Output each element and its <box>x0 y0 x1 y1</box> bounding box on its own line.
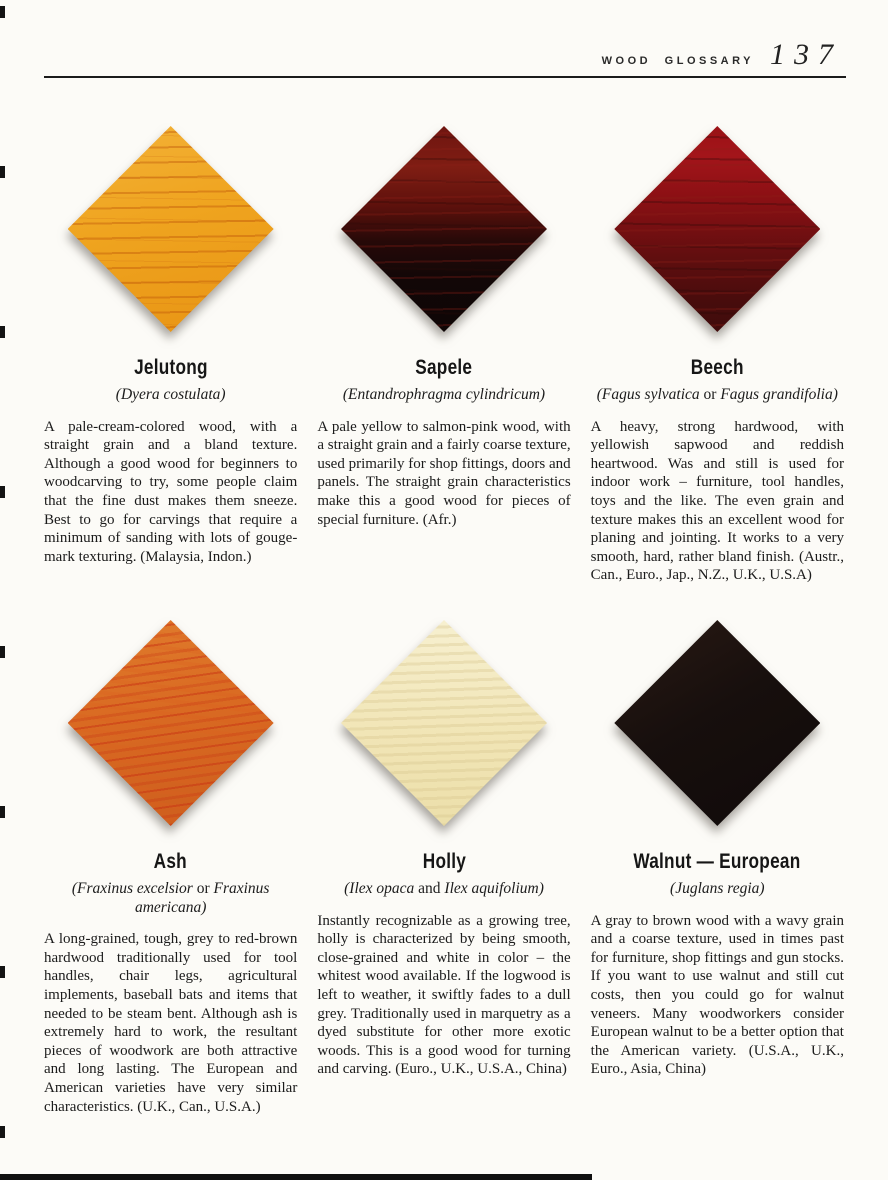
wood-entry-beech <box>591 100 844 594</box>
scan-mark <box>0 1126 5 1138</box>
latin-name-line <box>44 880 297 917</box>
latin-name-part: (Dyera costulata) <box>115 386 226 404</box>
latin-name-part: (Fagus sylvatica <box>596 386 700 404</box>
wood-entry-walnut-european <box>591 594 844 1116</box>
wood-swatch-diamond-image <box>614 620 820 826</box>
scan-mark <box>0 966 5 978</box>
wood-swatch-diamond-image <box>341 126 547 332</box>
latin-name-part: Fraxinus americana) <box>134 880 270 916</box>
wood-description: A gray to brown wood with a wavy grain and a coarse texture, used in times past for furniture, shop fittings and gun stocks. If you want to use walnut and still cut costs, then you could go for walnut veneers. Many woodworkers consider European walnut to be a better option that the American variety. (U.S.A., U.K., Euro., Asia, China) <box>590 912 844 1078</box>
wood-entry-sapele <box>317 100 570 594</box>
wood-name-heading <box>150 850 191 873</box>
wood-description: Instantly recognizable as a growing tree, holly is characterized by being smooth, close-grained and white in color – the whitest wood available. If the logwood is left to weather, it swiftly fades to a dull grey. Traditionally used in marquetry as a dyed substitute for other more exotic woods. This is a good wood for turning and carving. (Euro., U.K., U.S.A., China) <box>317 912 571 1078</box>
holly-sample <box>341 620 547 826</box>
latin-name-part: (Ilex opaca <box>344 880 415 898</box>
wood-description: A heavy, strong hardwood, with yellowish sapwood and reddish heartwood. Was and still is used for indoor work – furniture, tool handles, toys and the like. The even grain and texture makes this an excellent wood for planing and jointing. It works to a very smooth, hard, rather bland finish. (Austr., Can., Euro., Jap., N.Z., U.K., U.S.A) <box>590 418 844 584</box>
wood-description: A long-grained, tough, grey to red-brown hardwood traditionally used for tool handles, chair legs, agricultural implements, baseball bats and items that needed to be steam bent. Although ash is extremely hard to work, the resultant pieces of woodwork are both attractive and long lasting. The European and American varieties have very similar characteristics. (U.K., Can., U.S.A.) <box>44 931 298 1115</box>
latin-conjunction: or <box>192 880 214 898</box>
latin-name-line <box>597 386 838 405</box>
wood-entry-ash <box>44 594 297 1116</box>
scan-mark <box>0 806 5 818</box>
wood-entries-grid <box>44 100 844 1116</box>
wood-entry-holly <box>317 594 570 1116</box>
page-number: 137 <box>770 38 842 71</box>
scan-mark-bottom <box>0 1174 592 1180</box>
latin-conjunction: or <box>699 386 721 404</box>
latin-name-part: (Juglans regia) <box>670 880 765 898</box>
wood-name-text: Jelutong <box>133 356 208 379</box>
ash-sample <box>68 620 274 826</box>
wood-swatch-diamond-image <box>68 620 274 826</box>
beech-sample <box>614 126 820 332</box>
wood-name-text: Walnut — European <box>633 850 801 873</box>
wood-description: A pale yellow to salmon-pink wood, with a straight grain and a fairly coarse texture, used primarily for shop fittings, doors and panels. The straight grain characteristics make this a good wood for pieces of special furniture. (Afr.) <box>317 418 571 528</box>
walnut-sample <box>614 620 820 826</box>
section-title: WOOD GLOSSARY <box>601 55 754 67</box>
latin-name-line <box>116 386 226 405</box>
header-rule-divider <box>44 76 846 78</box>
wood-name-heading <box>685 356 750 379</box>
scan-mark <box>0 166 5 178</box>
scan-mark <box>0 646 5 658</box>
latin-name-part: Fagus grandifolia) <box>720 386 838 404</box>
scan-mark <box>0 326 5 338</box>
page-header <box>602 40 842 70</box>
wood-swatch-diamond-image <box>68 126 274 332</box>
latin-name-part: (Entandrophragma cylindricum) <box>342 386 546 404</box>
latin-name-line <box>670 880 765 899</box>
wood-name-heading <box>409 356 479 379</box>
wood-swatch-diamond-image <box>614 126 820 332</box>
wood-name-heading <box>615 850 819 873</box>
scan-mark <box>0 486 5 498</box>
wood-name-heading <box>418 850 471 873</box>
sapele-sample <box>341 126 547 332</box>
wood-name-heading <box>126 356 216 379</box>
wood-name-text: Holly <box>422 850 466 873</box>
scan-mark <box>0 6 5 18</box>
wood-name-text: Beech <box>690 356 744 379</box>
latin-conjunction: and <box>414 880 445 898</box>
jelutong-sample <box>68 126 274 332</box>
wood-swatch-diamond-image <box>341 620 547 826</box>
latin-name-line <box>343 386 545 405</box>
latin-name-part: Ilex aquifolium) <box>444 880 544 898</box>
wood-description: A pale-cream-colored wood, with a straight grain and a bland texture. Although a good wood for beginners to woodcarving to try, some people claim that the fine dust makes them sneeze. Best to go for carvings that require a minimum of sanding with lots of gouge-mark texturing. (Malaysia, Indon.) <box>44 418 298 565</box>
wood-name-text: Ash <box>154 850 188 873</box>
latin-name-line <box>344 880 544 899</box>
latin-name-part: (Fraxinus excelsior <box>71 880 193 898</box>
wood-entry-jelutong <box>44 100 297 594</box>
wood-name-text: Sapele <box>415 356 473 379</box>
